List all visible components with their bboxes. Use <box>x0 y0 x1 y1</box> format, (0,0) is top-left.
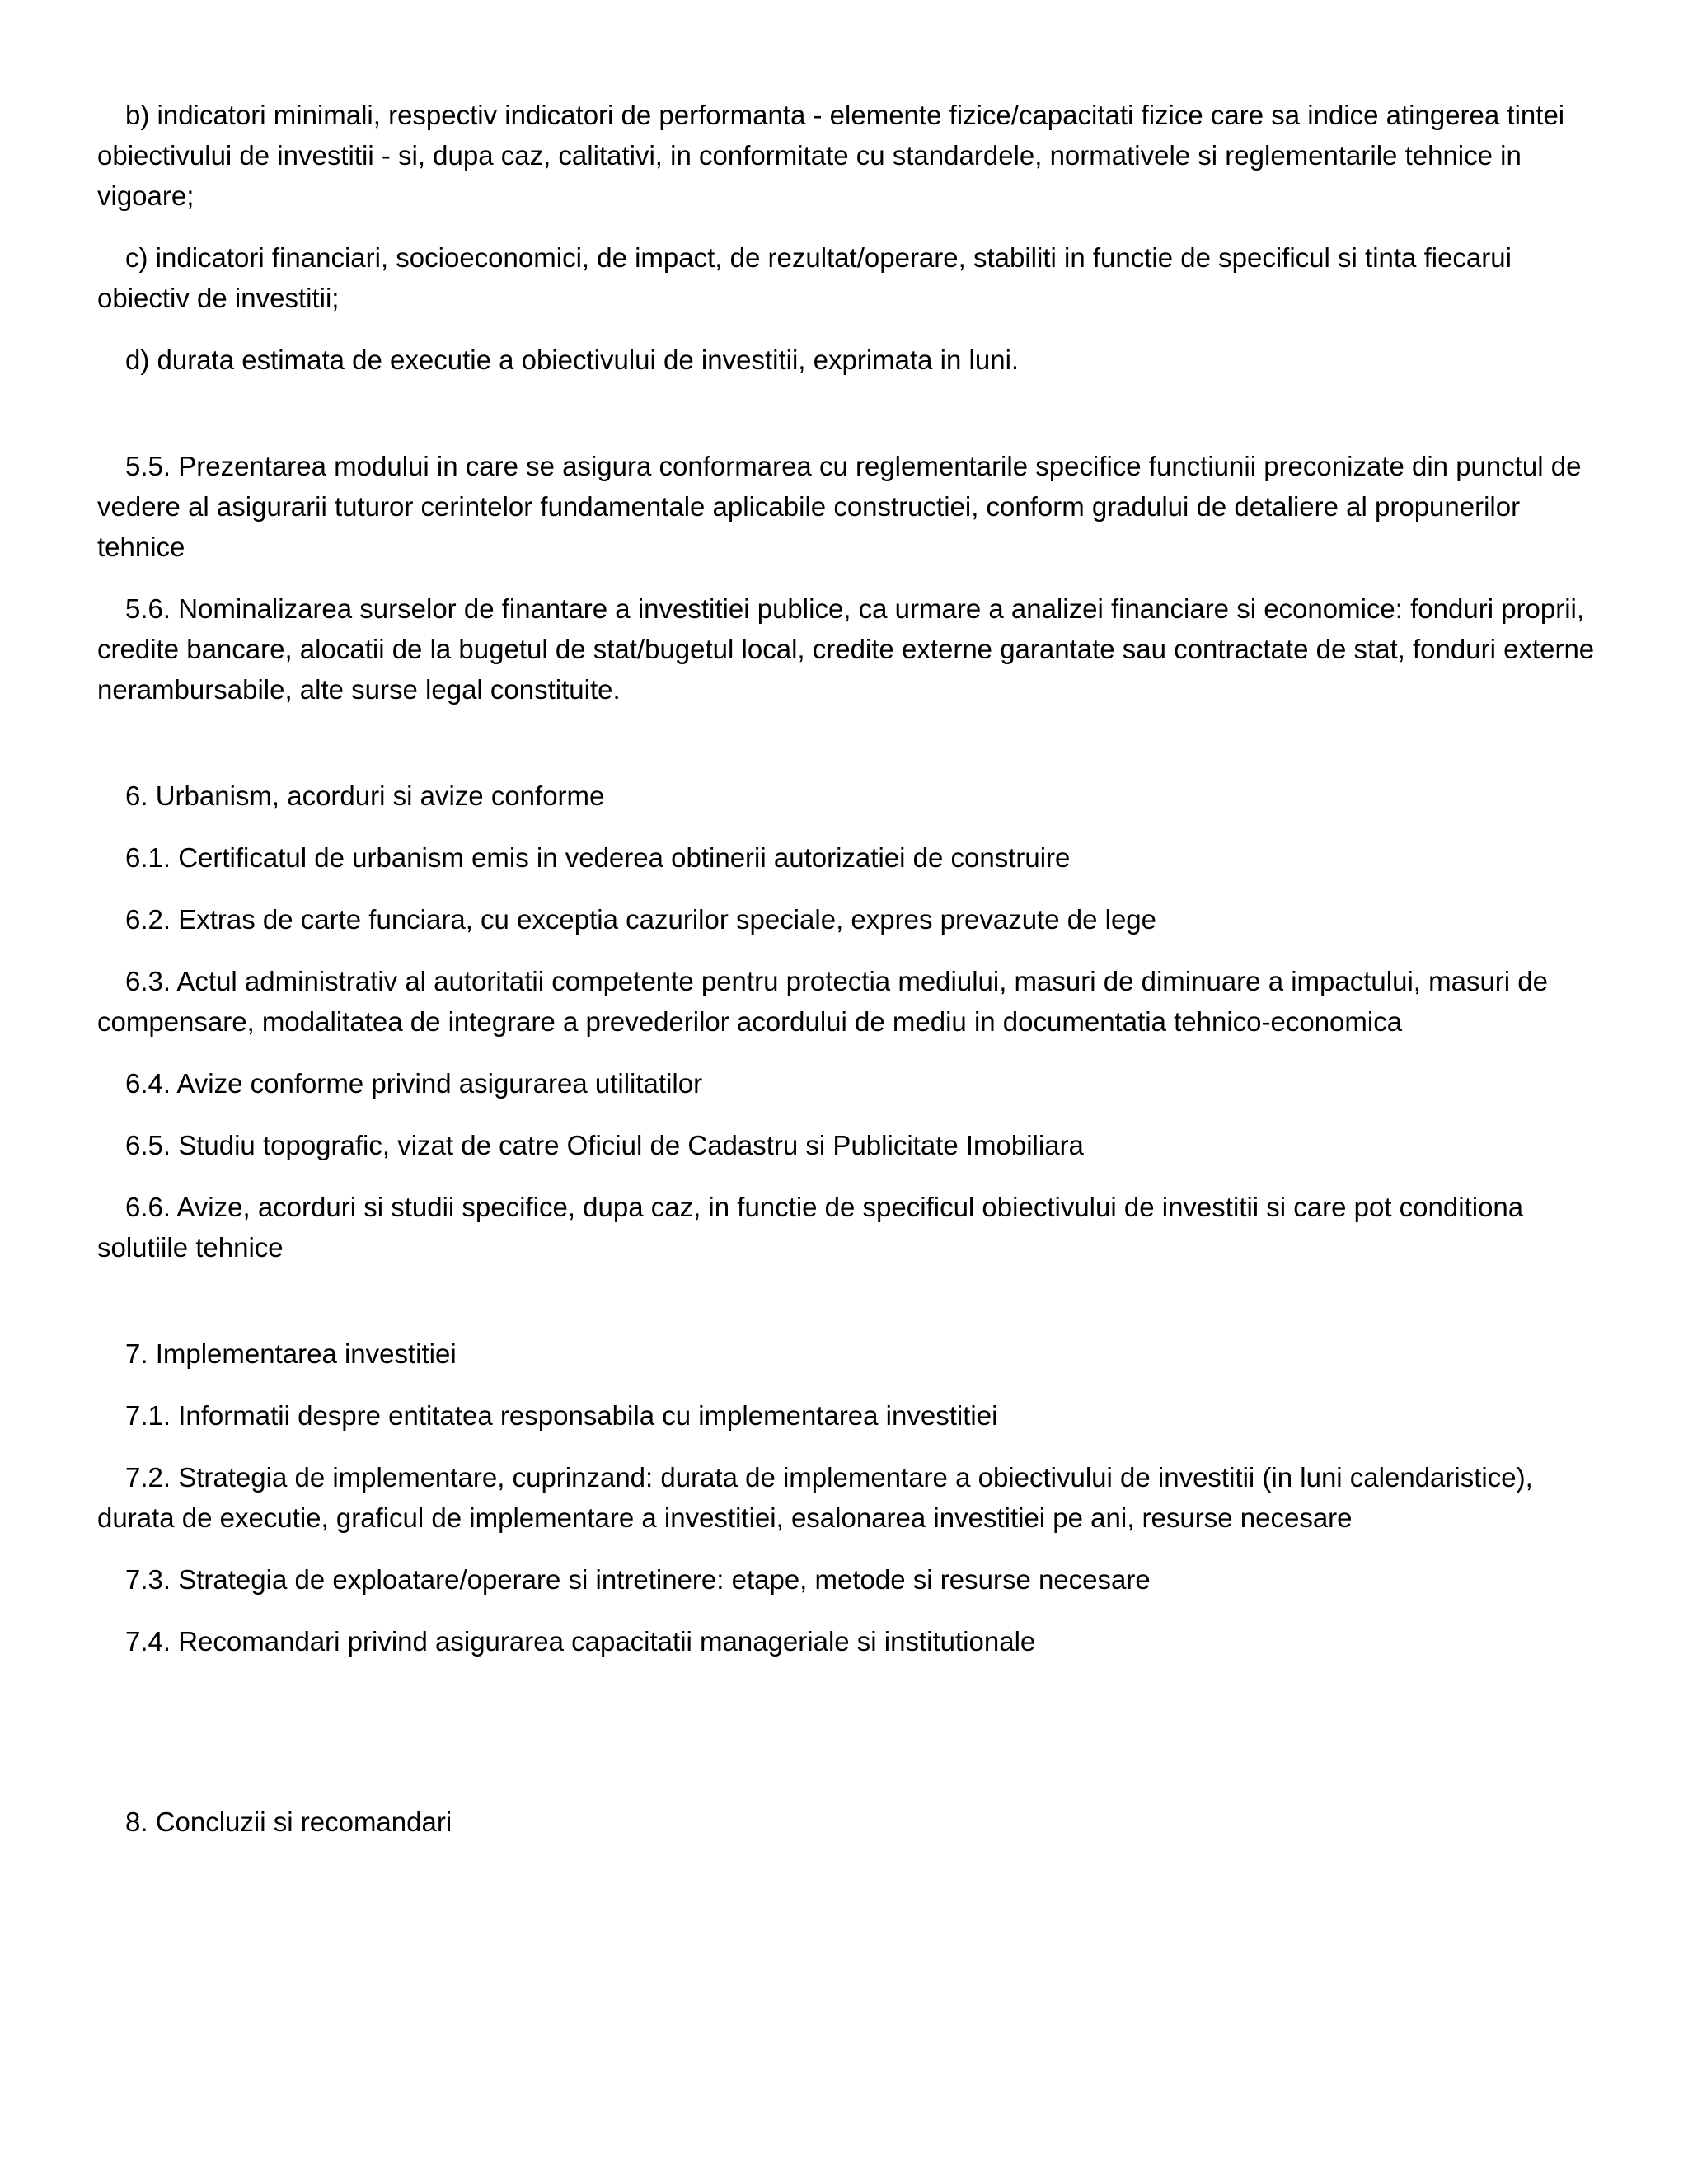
section-7 <box>97 1333 1597 1661</box>
paragraph-7-4: 7.4. Recomandari privind asigurarea capacitatii manageriale si institutionale <box>125 1626 1036 1657</box>
document-page <box>97 95 1597 1863</box>
paragraph-6-4: 6.4. Avize conforme privind asigurarea utilitatilor <box>125 1068 703 1099</box>
paragraph-6-3: 6.3. Actul administrativ al autoritatii competente pentru protectia mediului, masuri de diminuare a impactului, masuri de compensare, modalitatea de integrare a prevederilor acordului de mediu in documentatia tehnico-economica <box>97 966 1549 1037</box>
paragraph-5-6: 5.6. Nominalizarea surselor de finantare a investitiei publice, ca urmare a analizei financiare si economice: fonduri proprii, credite bancare, alocatii de la bugetul de stat/bugetul local, credite externe garantate sau contractate de stat, fonduri externe nerambursabile, alte surse legal constituite. <box>97 593 1595 705</box>
paragraph-d: d) durata estimata de executie a obiectivului de investitii, exprimata in luni. <box>125 344 1020 375</box>
section-6 <box>97 776 1597 1268</box>
section-spacer <box>97 1289 1597 1333</box>
section-spacer <box>97 1683 1597 1802</box>
paragraph-b: b) indicatori minimali, respectiv indicatori de performanta - elemente fizice/capacitati fizice care sa indice atingerea tintei obiectivului de investitii - si, dupa caz, calitativi, in conformitate cu standardele, normativele si reglementarile tehnice in vigoare; <box>97 100 1565 211</box>
paragraph-6-5: 6.5. Studiu topografic, vizat de catre Oficiul de Cadastru si Publicitate Imobiliara <box>125 1130 1084 1160</box>
paragraph-7-2: 7.2. Strategia de implementare, cuprinzand: durata de implementare a obiectivului de investitii (in luni calendaristice), durata de executie, graficul de implementare a investitiei, esalonarea investitiei pe ani, resurse necesare <box>97 1462 1533 1533</box>
section-indicators <box>97 95 1597 380</box>
paragraph-6-6: 6.6. Avize, acorduri si studii specifice, dupa caz, in functie de specificul obiectivului de investitii si care pot conditiona solutiile tehnice <box>97 1192 1524 1263</box>
paragraph-7-3: 7.3. Strategia de exploatare/operare si intretinere: etape, metode si resurse necesare <box>125 1564 1151 1595</box>
paragraph-6-1: 6.1. Certificatul de urbanism emis in vederea obtinerii autorizatiei de construire <box>125 842 1071 873</box>
section-spacer <box>97 731 1597 776</box>
section-5 <box>97 446 1597 710</box>
paragraph-5-5: 5.5. Prezentarea modului in care se asigura conformarea cu reglementarile specifice functiunii preconizate din punctul de vedere al asigurarii tuturor cerintelor fundamentale aplicabile constructiei, conform gradului de detaliere al propunerilor tehnice <box>97 451 1582 562</box>
paragraph-7-1: 7.1. Informatii despre entitatea responsabila cu implementarea investitiei <box>125 1400 998 1431</box>
paragraph-6-2: 6.2. Extras de carte funciara, cu exceptia cazurilor speciale, expres prevazute de lege <box>125 904 1157 935</box>
heading-7: 7. Implementarea investitiei <box>125 1338 457 1369</box>
paragraph-c: c) indicatori financiari, socioeconomici, de impact, de rezultat/operare, stabiliti in functie de specificul si tinta fiecarui obiectiv de investitii; <box>97 242 1512 313</box>
heading-6: 6. Urbanism, acorduri si avize conforme <box>125 780 605 811</box>
section-8 <box>97 1802 1597 1842</box>
section-spacer <box>97 401 1597 446</box>
heading-8: 8. Concluzii si recomandari <box>125 1807 452 1837</box>
